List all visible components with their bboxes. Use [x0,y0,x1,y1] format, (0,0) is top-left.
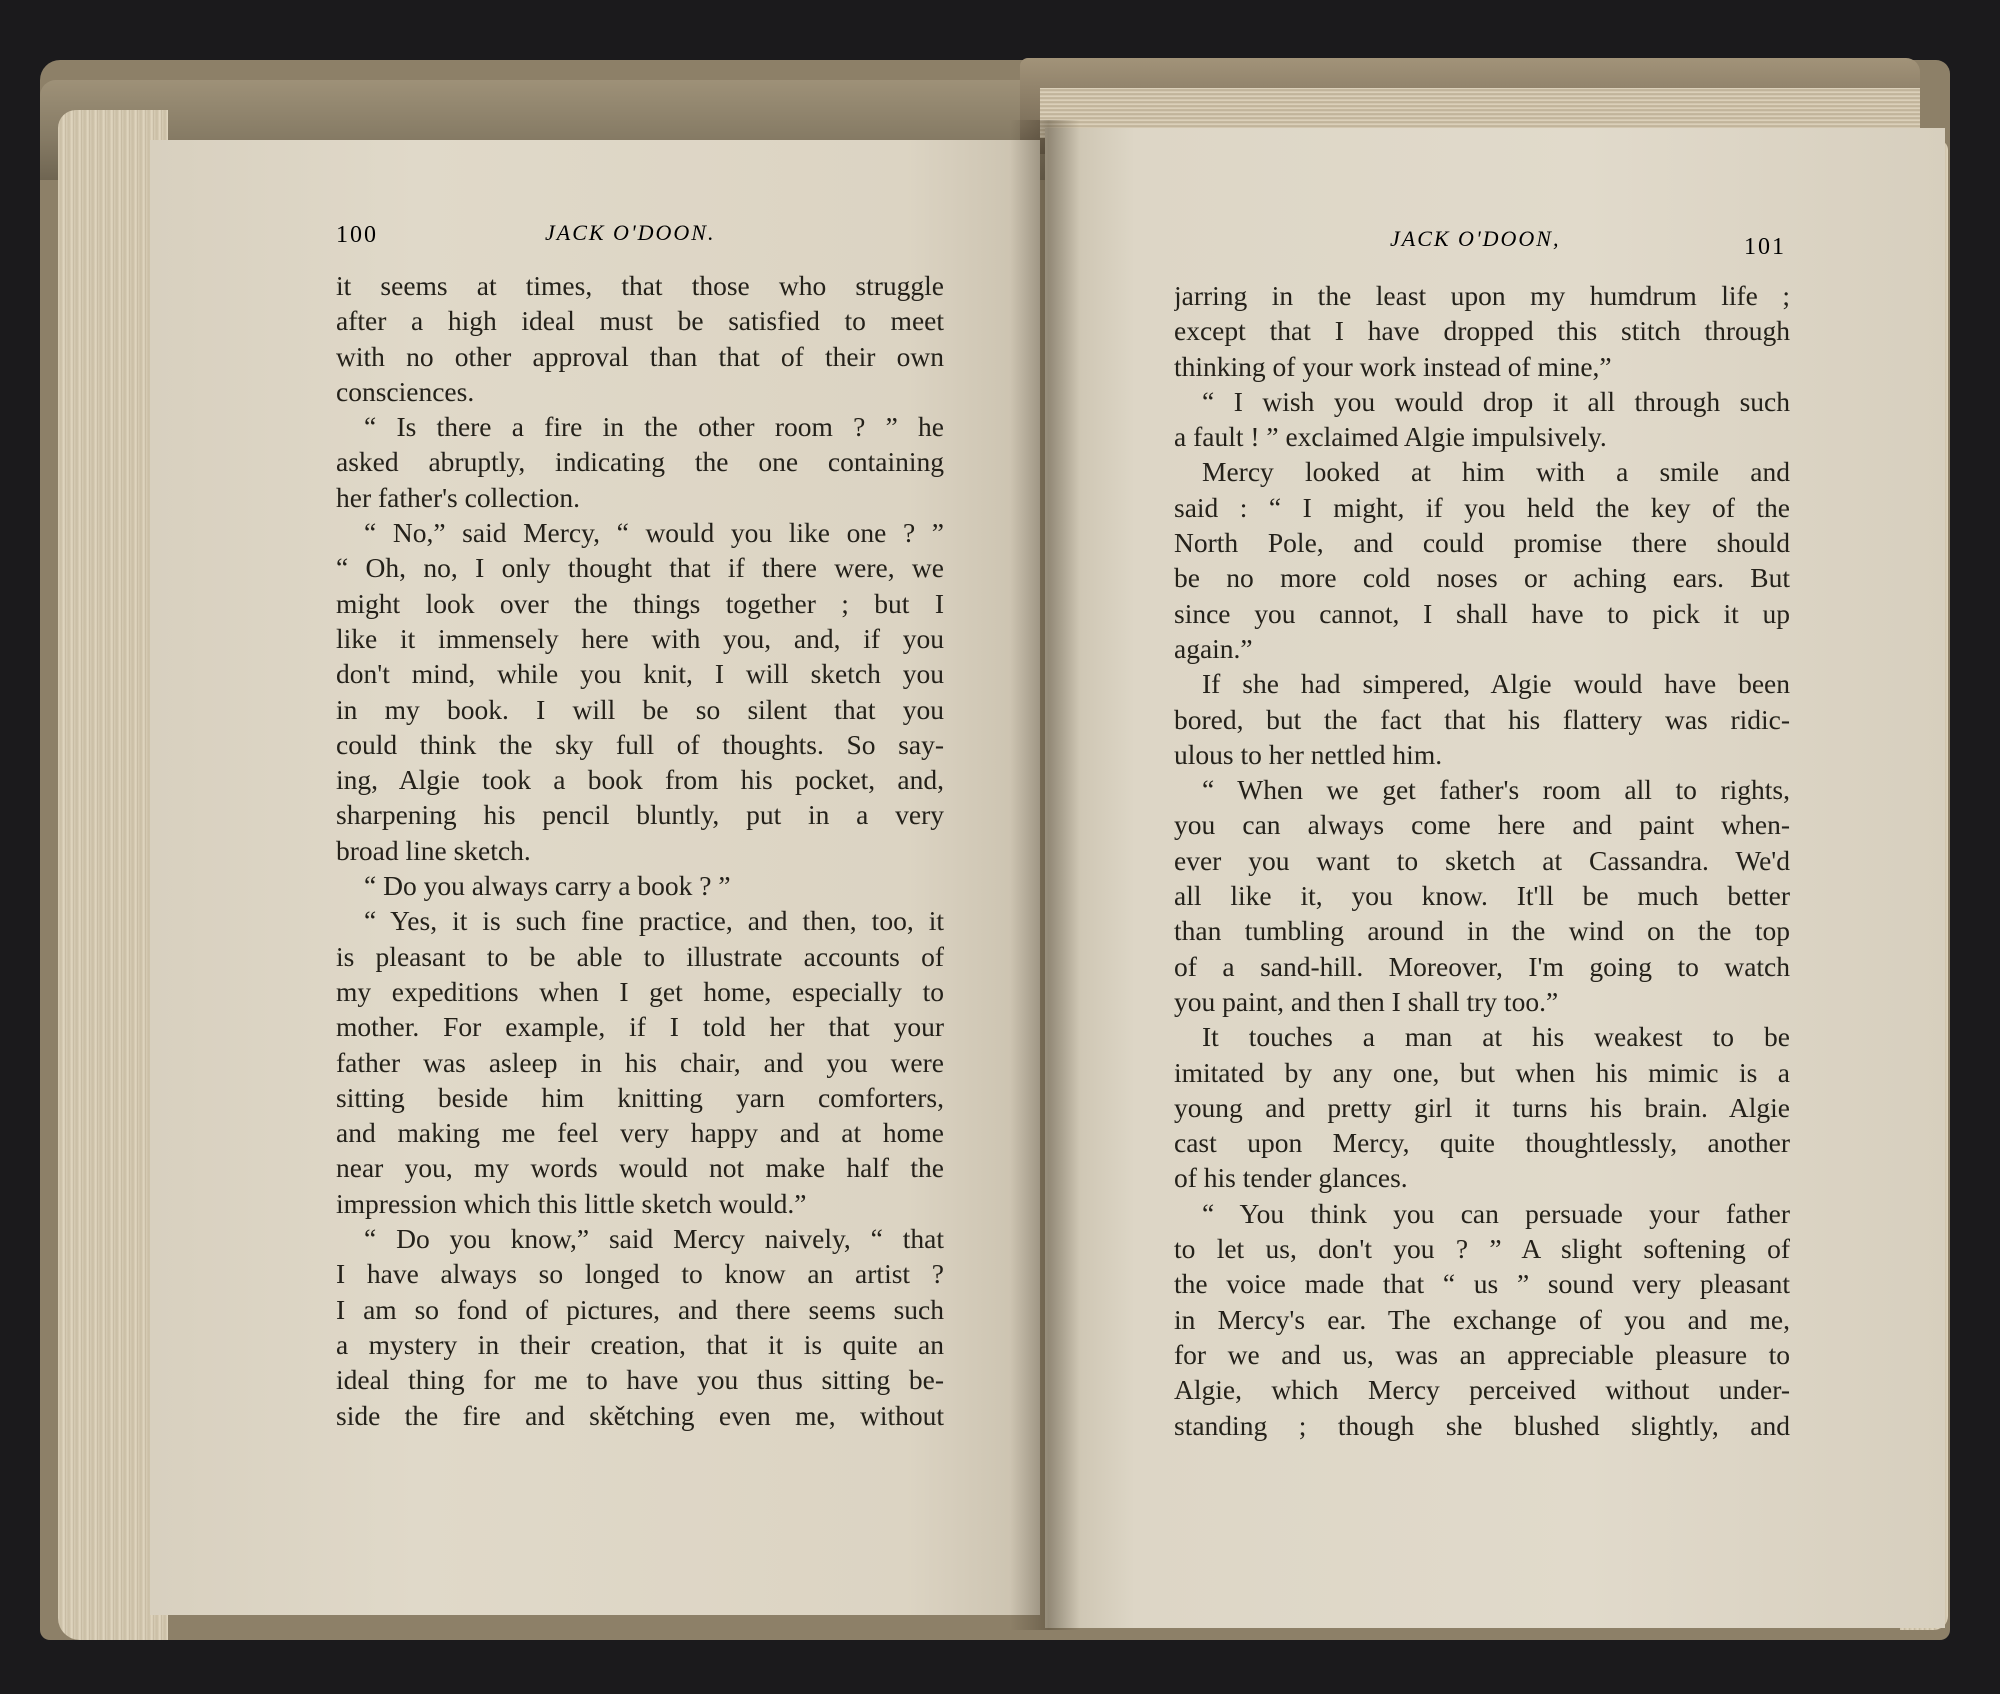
text-line: “ Oh, no, I only thought that if there were, we [336,552,944,584]
text-line: it seems at times, that those who struggle [336,270,944,301]
text-line: again.” [1174,632,1253,664]
text-line: thinking of your work instead of mine,” [1174,350,1612,382]
text-line: of his tender glances. [1174,1162,1408,1194]
text-line: Algie, which Mercy perceived without under- [1174,1374,1790,1406]
text-line: ever you want to sketch at Cassandra. We'd [1174,844,1790,876]
text-line: standing ; though she blushed slightly, and [1174,1409,1790,1441]
text-line: don't mind, while you knit, I will sketch you [336,658,944,690]
right-running-title: JACK O'DOON, [1390,226,1561,251]
text-line: consciences. [336,375,475,407]
text-line: since you cannot, I shall have to pick it up [1174,597,1790,629]
text-line: be no more cold noses or aching ears. But [1174,562,1790,594]
text-line: “ Do you know,” said Mercy naively, “ that [364,1223,944,1255]
text-line: sitting beside him knitting yarn comforters, [336,1081,944,1113]
text-line: “ I wish you would drop it all through such [1202,385,1790,417]
text-line: my expeditions when I get home, especially to [336,975,944,1007]
text-line: said : “ I might, if you held the key of the [1174,491,1790,523]
text-line: “ Do you always carry a book ? ” [364,870,731,902]
text-line: broad line sketch. [336,834,531,866]
text-line: with no other approval than that of their own [336,340,944,372]
text-line: asked abruptly, indicating the one containing [336,446,944,478]
right-page-text [1174,278,1790,1443]
text-line: If she had simpered, Algie would have been [1202,668,1790,700]
text-line: of a sand-hill. Moreover, I'm going to watch [1174,950,1790,982]
text-line: except that I have dropped this stitch through [1174,315,1790,347]
text-line: to let us, don't you ? ” A slight softening of [1174,1233,1790,1265]
text-line: might look over the things together ; but I [336,587,944,619]
text-line: could think the sky full of thoughts. So say- [336,728,944,760]
text-line: I have always so longed to know an artist ? [336,1258,944,1290]
text-line: “ When we get father's room all to rights, [1202,774,1790,806]
text-line: for we and us, was an appreciable pleasure to [1174,1338,1790,1370]
text-line: in Mercy's ear. The exchange of you and me, [1174,1303,1790,1335]
text-line: you paint, and then I shall try too.” [1174,985,1559,1017]
text-line: and making me feel very happy and at home [336,1117,944,1149]
text-line: ideal thing for me to have you thus sitting be- [336,1364,944,1396]
left-page-number: 100 [336,222,378,248]
text-line: imitated by any one, but when his mimic is a [1174,1056,1790,1088]
text-line: “ Yes, it is such fine practice, and then, too, it [364,905,944,937]
text-line: cast upon Mercy, quite thoughtlessly, another [1174,1127,1790,1159]
text-line: “ Is there a fire in the other room ? ” he [364,411,944,443]
text-line: a mystery in their creation, that it is quite an [336,1328,944,1360]
text-line: jarring in the least upon my humdrum life ; [1174,280,1790,311]
text-line: her father's collection. [336,481,580,513]
text-line: sharpening his pencil bluntly, put in a very [336,799,944,831]
text-line: impression which this little sketch would.” [336,1187,807,1219]
text-line: bored, but the fact that his flattery was ridic- [1174,703,1790,735]
text-line: “ You think you can persuade your father [1202,1197,1790,1229]
text-line: in my book. I will be so silent that you [336,693,944,725]
text-line: ulous to her nettled him. [1174,738,1443,770]
text-line: I am so fond of pictures, and there seems such [336,1293,944,1325]
text-line: Mercy looked at him with a smile and [1202,456,1790,488]
text-line: side the fire and skětching even me, without [336,1399,944,1431]
text-line: young and pretty girl it turns his brain. Algie [1174,1091,1790,1123]
text-line: mother. For example, if I told her that your [336,1011,944,1043]
text-line: North Pole, and could promise there should [1174,527,1790,559]
text-line: than tumbling around in the wind on the top [1174,915,1790,947]
right-page-number: 101 [1744,234,1786,260]
text-line: father was asleep in his chair, and you were [336,1046,944,1078]
text-line: a fault ! ” exclaimed Algie impulsively. [1174,421,1607,453]
text-line: “ No,” said Mercy, “ would you like one ? ” [364,517,944,549]
text-line: after a high ideal must be satisfied to meet [336,305,944,337]
text-line: like it immensely here with you, and, if you [336,622,944,654]
text-line: all like it, you know. It'll be much better [1174,880,1790,912]
book-gutter [1010,120,1080,1630]
text-line: the voice made that “ us ” sound very pleasant [1174,1268,1790,1300]
text-line: you can always come here and paint when- [1174,809,1790,841]
text-line: ing, Algie took a book from his pocket, and, [336,764,944,796]
text-line: It touches a man at his weakest to be [1202,1021,1790,1053]
text-line: near you, my words would not make half the [336,1152,944,1184]
left-page-text [336,268,944,1433]
text-line: is pleasant to be able to illustrate accounts of [336,940,944,972]
left-running-title: JACK O'DOON. [545,220,716,245]
